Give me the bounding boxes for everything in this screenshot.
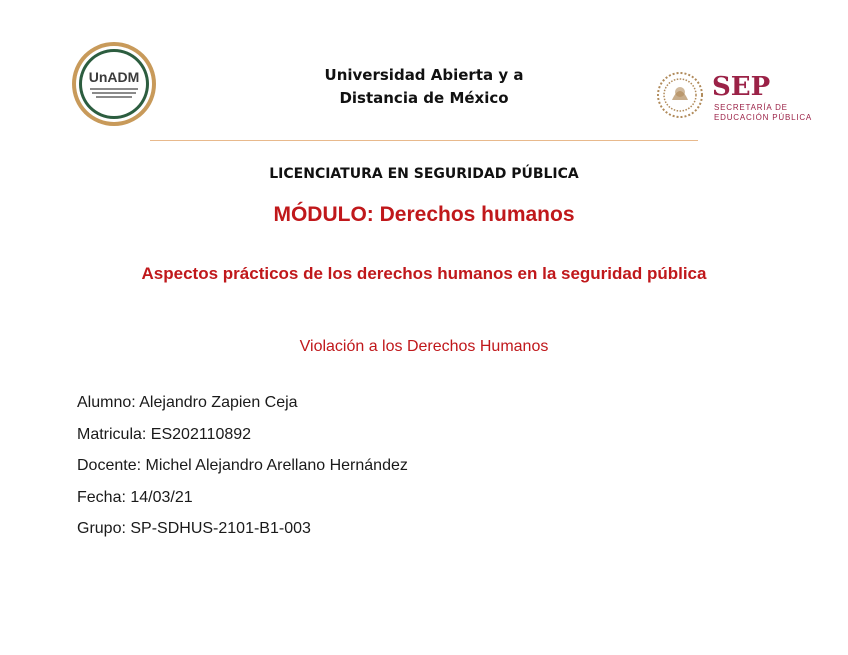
degree-title: LICENCIATURA EN SEGURIDAD PÚBLICA (269, 166, 579, 182)
university-name-line2: Distancia de México (339, 89, 509, 107)
sep-subtitle-line1: SECRETARÍA DE (714, 103, 788, 112)
student-name: Alumno: Alejandro Zapien Ceja (77, 394, 298, 411)
module-title: MÓDULO: Derechos humanos (273, 203, 575, 226)
unadm-logo-text: UnADM (88, 69, 140, 85)
sep-logo-text: SEP (712, 72, 771, 102)
sep-logo (656, 64, 826, 126)
university-name (250, 64, 598, 110)
date: Fecha: 14/03/21 (77, 488, 193, 506)
teacher-name: Docente: Michel Alejandro Arellano Hernández (77, 457, 408, 474)
topic-title: Aspectos prácticos de los derechos humanos en la seguridad pública (141, 264, 707, 283)
student-id: Matricula: ES202110892 (77, 425, 252, 443)
header-divider (150, 140, 698, 141)
university-name-line1: Universidad Abierta y a (324, 66, 524, 84)
national-seal-icon (658, 73, 702, 117)
group: Grupo: SP-SDHUS-2101-B1-003 (77, 520, 311, 537)
activity-title: Violación a los Derechos Humanos (299, 338, 549, 355)
unadm-logo (70, 40, 158, 128)
sep-subtitle-line2: EDUCACIÓN PÚBLICA (714, 113, 813, 122)
student-info (77, 393, 408, 551)
